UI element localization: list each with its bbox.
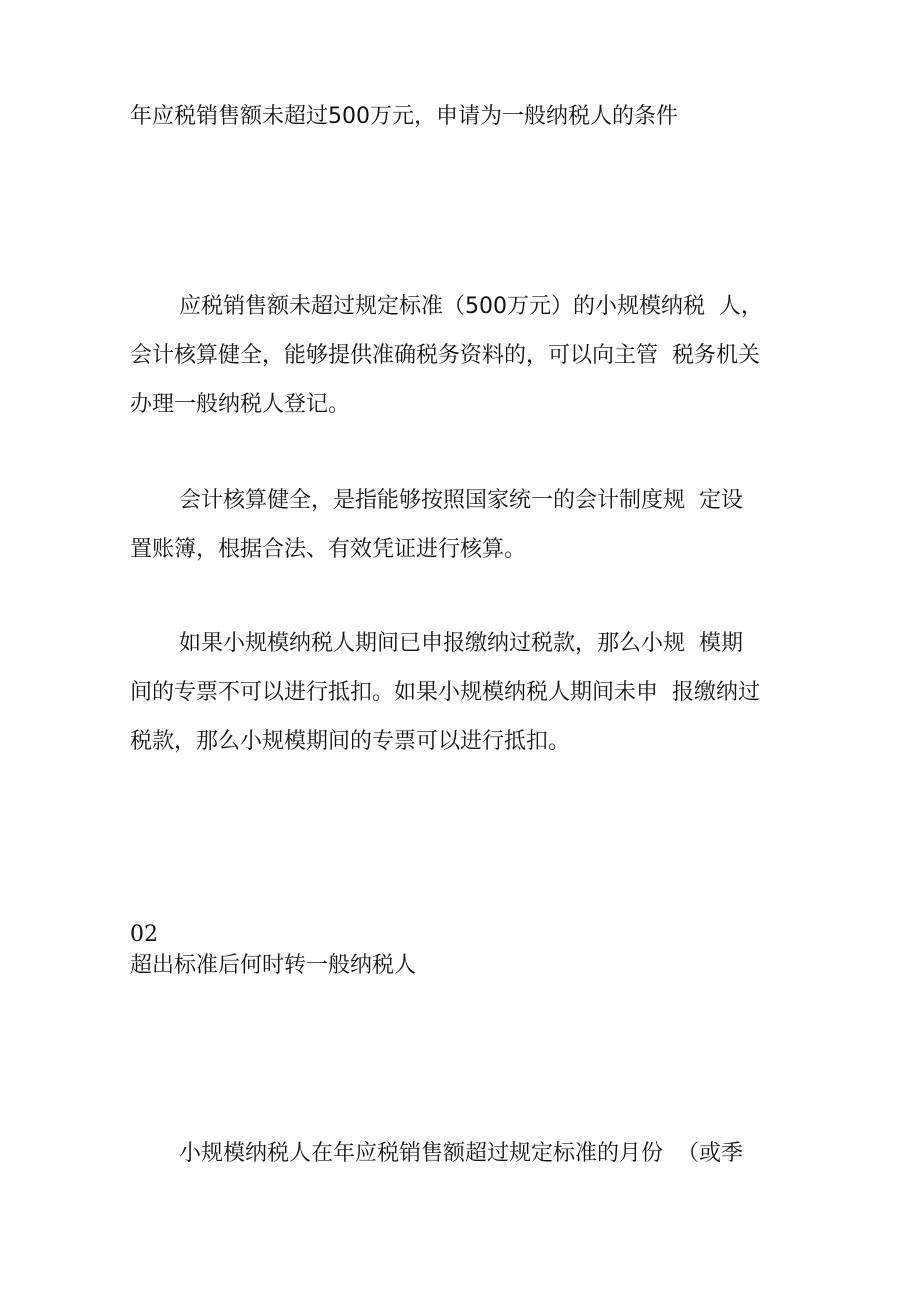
paragraph-line: 小规模纳税人在年应税销售额超过规定标准的月份 （或季 [130,1141,743,1166]
section-number: 02 [130,922,158,947]
paragraph-registration-condition [130,282,810,429]
section-title: 超出标准后何时转一般纳税人 [130,953,417,978]
paragraph-line: 税款，那么小规模期间的专票可以进行抵扣。 [130,729,571,754]
paragraph-line: 办理一般纳税人登记。 [130,392,351,417]
paragraph-line: 置账簿，根据合法、有效凭证进行核算。 [130,537,527,562]
paragraph-conversion-timing [130,1129,810,1178]
paragraph-accounting-definition [130,476,810,574]
paragraph-line: 如果小规模纳税人期间已申报缴纳过税款，那么小规 模期 [130,631,743,656]
doc-title: 年应税销售额未超过500万元，申请为一般纳税人的条件 [130,104,678,129]
paragraph-deduction-rule [130,619,810,766]
paragraph-line: 会计核算健全，是指能够按照国家统一的会计制度规 定设 [130,488,743,513]
paragraph-line: 会计核算健全，能够提供准确税务资料的，可以向主管 税务机关 [130,343,760,368]
paragraph-line: 间的专票不可以进行抵扣。如果小规模纳税人期间未申 报缴纳过 [130,680,760,705]
paragraph-line: 应税销售额未超过规定标准（500万元）的小规模纳税 人， [130,294,763,319]
